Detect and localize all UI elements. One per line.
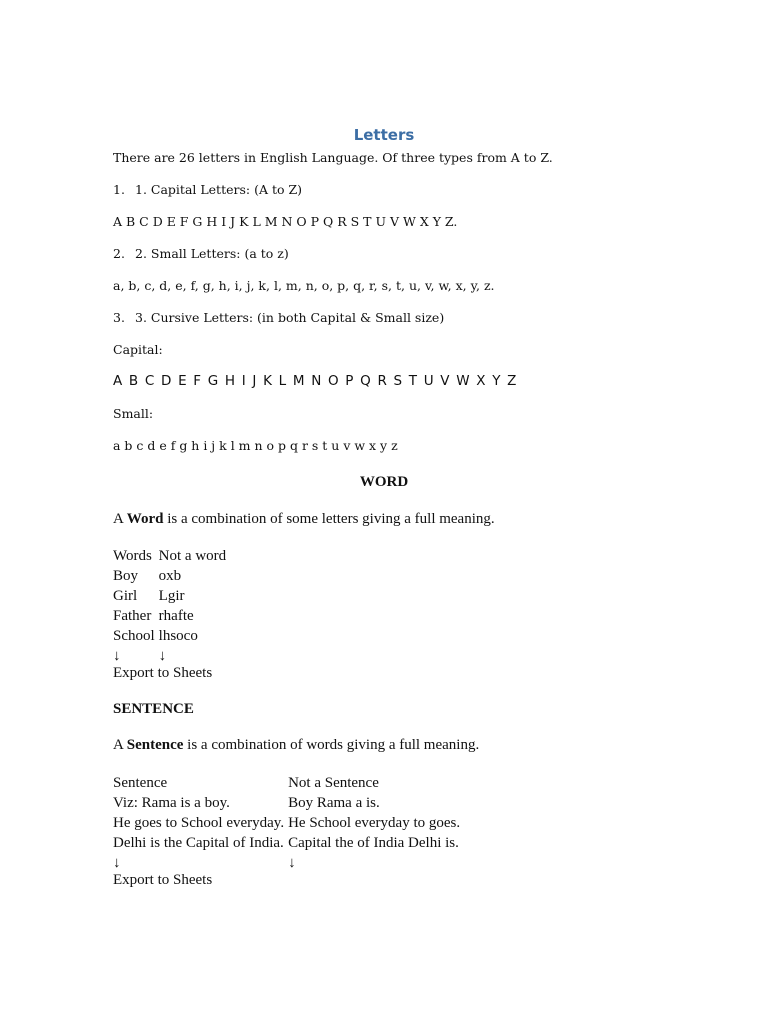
down-arrow-icon: ↓ xyxy=(113,855,121,871)
table-row xyxy=(113,853,464,873)
sentence-definition xyxy=(113,737,479,754)
table-header-cell: Not a Sentence xyxy=(288,775,379,791)
definition-bold-term: Sentence xyxy=(126,737,184,753)
small-letters-text: a, b, c, d, e, f, g, h, i, j, k, l, m, n, o, p, q, r, s, t, u, v, w, x, y, z. xyxy=(113,278,495,293)
cursive-capital-text: A B C D E F G H I J K L M N O P Q R S T U V W X Y Z xyxy=(113,373,518,389)
down-arrow-icon: ↓ xyxy=(288,855,296,871)
export-to-sheets-button[interactable]: Export to Sheets xyxy=(113,665,213,681)
table-cell: Delhi is the Capital of India. xyxy=(113,835,284,851)
table-row xyxy=(113,833,464,853)
table-row xyxy=(113,646,230,666)
table-row xyxy=(113,566,230,586)
table-cell: Capital the of India Delhi is. xyxy=(288,835,459,851)
table-cell: Boy Rama a is. xyxy=(288,795,380,811)
sentence-heading: SENTENCE xyxy=(113,701,194,717)
definition-bold-term: Word xyxy=(126,511,164,527)
definition-rest: is a combination of some letters giving a full meaning. xyxy=(167,511,495,527)
export-to-sheets-button[interactable]: Export to Sheets xyxy=(113,872,213,888)
table-header-cell: Words xyxy=(113,548,152,564)
list-item-capital xyxy=(113,182,302,198)
word-definition xyxy=(113,511,495,528)
table-cell: lhsoco xyxy=(158,628,198,644)
list-number: 1. xyxy=(113,182,125,197)
table-row xyxy=(113,813,464,833)
table-cell: Viz: Rama is a boy. xyxy=(113,795,230,811)
cursive-capital-label: Capital: xyxy=(113,342,163,357)
table-cell: He School everyday to goes. xyxy=(288,815,461,831)
list-item-cursive xyxy=(113,310,444,326)
table-cell: Boy xyxy=(113,568,139,584)
definition-prefix: A xyxy=(113,511,124,527)
table-cell: Father xyxy=(113,608,152,624)
definition-prefix: A xyxy=(113,737,124,753)
list-item-text: 1. Capital Letters: (A to Z) xyxy=(135,182,303,197)
list-item-text: 2. Small Letters: (a to z) xyxy=(135,246,289,261)
sentences-table xyxy=(113,773,464,873)
table-cell: rhafte xyxy=(158,608,194,624)
down-arrow-icon: ↓ xyxy=(158,648,167,664)
table-cell: School xyxy=(113,628,155,644)
table-cell: Lgir xyxy=(158,588,185,604)
words-table xyxy=(113,546,230,666)
intro-text: There are 26 letters in English Language. Of three types from A to Z. xyxy=(113,150,553,165)
table-header-cell: Not a word xyxy=(158,548,227,564)
word-heading: WORD xyxy=(359,474,409,490)
table-header-cell: Sentence xyxy=(113,775,168,791)
cursive-small-text: a b c d e f g h i j k l m n o p q r s t u v w x y z xyxy=(113,438,398,453)
cursive-small-label: Small: xyxy=(113,406,154,421)
table-header-row xyxy=(113,773,464,793)
table-row xyxy=(113,626,230,646)
table-row xyxy=(113,586,230,606)
page-title: Letters xyxy=(353,126,415,144)
capital-letters-text: A B C D E F G H I J K L M N O P Q R S T U V W X Y Z. xyxy=(113,214,458,229)
table-row xyxy=(113,606,230,626)
list-item-small xyxy=(113,246,289,262)
list-number: 3. xyxy=(113,310,125,325)
table-cell: Girl xyxy=(113,588,138,604)
table-row xyxy=(113,793,464,813)
table-cell: He goes to School everyday. xyxy=(113,815,285,831)
list-number: 2. xyxy=(113,246,125,261)
definition-rest: is a combination of words giving a full meaning. xyxy=(187,737,480,753)
table-cell: oxb xyxy=(158,568,182,584)
down-arrow-icon: ↓ xyxy=(113,648,121,664)
list-item-text: 3. Cursive Letters: (in both Capital & Small size) xyxy=(135,310,445,325)
table-header-row xyxy=(113,546,230,566)
